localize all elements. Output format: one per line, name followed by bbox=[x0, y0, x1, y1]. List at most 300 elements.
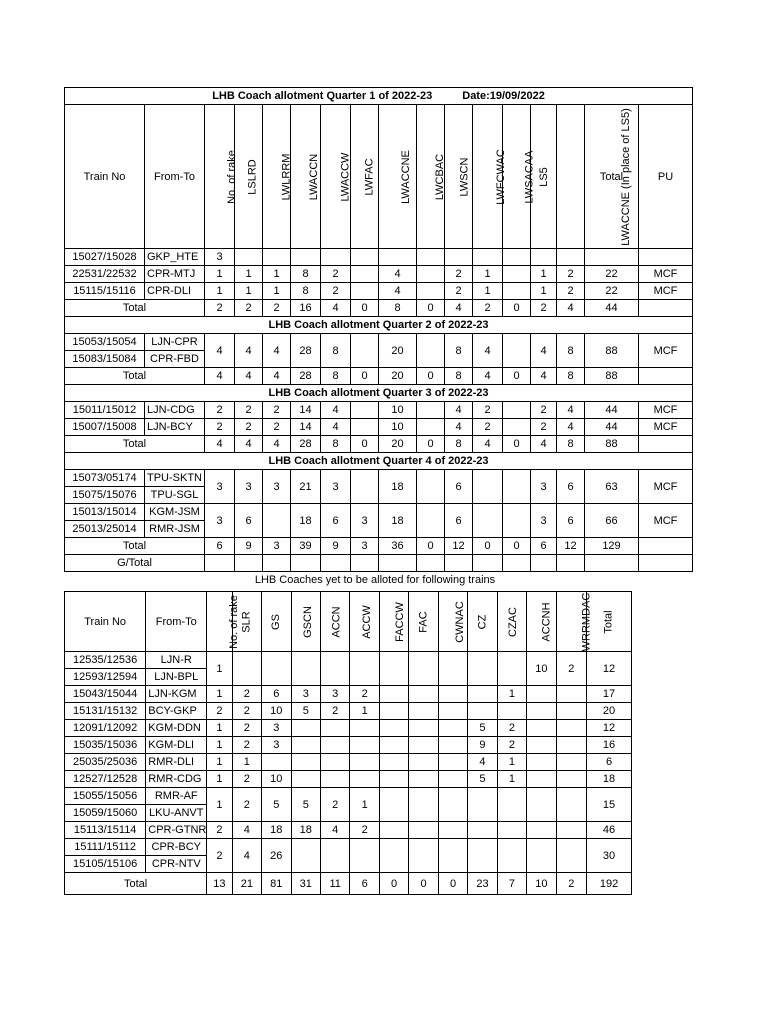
table-cell bbox=[320, 839, 349, 873]
train-no: 15073/05174 bbox=[65, 470, 145, 487]
table-cell bbox=[379, 788, 408, 822]
column-header-label: GSCN bbox=[301, 605, 314, 638]
total-cell: 4 bbox=[205, 436, 235, 453]
table-cell bbox=[556, 788, 586, 822]
table-cell bbox=[409, 652, 438, 686]
table-cell: MCF bbox=[639, 504, 693, 538]
table-cell: 18 bbox=[262, 822, 291, 839]
table-cell bbox=[468, 703, 497, 720]
from-to: LJN-BCY bbox=[145, 419, 205, 436]
table-cell bbox=[473, 470, 503, 504]
table-cell: 3 bbox=[205, 470, 235, 504]
table-cell bbox=[379, 686, 408, 703]
total-cell: 0 bbox=[417, 538, 445, 555]
table-cell bbox=[556, 737, 586, 754]
table-cell: 1 bbox=[473, 266, 503, 283]
table-cell bbox=[503, 266, 531, 283]
table-cell: 26 bbox=[262, 839, 291, 873]
column-header bbox=[473, 105, 507, 249]
train-no: 15059/15060 bbox=[65, 805, 146, 822]
table-cell bbox=[531, 555, 557, 572]
from-to: LKU-ANVT bbox=[146, 805, 207, 822]
table-cell bbox=[320, 754, 349, 771]
table-cell bbox=[409, 686, 438, 703]
table-cell: 2 bbox=[557, 266, 585, 283]
table-cell: 1 bbox=[531, 266, 557, 283]
from-to: TPU-SGL bbox=[145, 487, 205, 504]
total-cell: 16 bbox=[291, 300, 321, 317]
table-cell: 3 bbox=[262, 720, 291, 737]
table-cell bbox=[417, 402, 445, 419]
column-header: From-To bbox=[146, 592, 207, 652]
table-cell: 6 bbox=[235, 504, 263, 538]
total-cell: 2 bbox=[556, 873, 586, 895]
train-no: 12535/12536 bbox=[65, 652, 146, 669]
from-to: LJN-KGM bbox=[146, 686, 207, 703]
total-cell: 20 bbox=[379, 436, 417, 453]
table-cell: 2 bbox=[350, 822, 379, 839]
table-cell: 1 bbox=[207, 754, 232, 771]
total-cell: 0 bbox=[503, 538, 531, 555]
total-label: Total bbox=[65, 300, 205, 317]
table-cell: 2 bbox=[207, 839, 232, 873]
table-cell bbox=[438, 720, 467, 737]
table-title bbox=[65, 88, 693, 105]
table-cell: 3 bbox=[531, 504, 557, 538]
from-to: KGM-DDN bbox=[146, 720, 207, 737]
total-cell: 3 bbox=[263, 538, 291, 555]
table-cell bbox=[438, 703, 467, 720]
from-to: TPU-SKTN bbox=[145, 470, 205, 487]
column-header bbox=[468, 592, 497, 652]
column-header bbox=[205, 105, 238, 249]
table-cell: 1 bbox=[207, 788, 232, 822]
table-cell: 14 bbox=[291, 419, 321, 436]
table-cell: 30 bbox=[587, 839, 632, 873]
table-cell bbox=[291, 771, 320, 788]
table-cell bbox=[468, 822, 497, 839]
table-cell: 4 bbox=[473, 334, 503, 368]
table-cell bbox=[503, 283, 531, 300]
table-cell bbox=[556, 822, 586, 839]
table-cell: 4 bbox=[445, 402, 473, 419]
table-cell bbox=[417, 266, 445, 283]
column-header: From-To bbox=[145, 105, 205, 249]
train-no: 15083/15084 bbox=[65, 351, 145, 368]
table-row bbox=[65, 737, 632, 754]
from-to: CPR-MTJ bbox=[145, 266, 205, 283]
total-cell: 4 bbox=[235, 368, 263, 385]
table-cell bbox=[351, 419, 379, 436]
table-cell: 8 bbox=[557, 334, 585, 368]
table-cell: 1 bbox=[497, 771, 526, 788]
table-row bbox=[65, 822, 632, 839]
total-cell: 129 bbox=[585, 538, 639, 555]
total-cell: 88 bbox=[585, 368, 639, 385]
table-cell: 1 bbox=[207, 652, 232, 686]
table-cell bbox=[527, 839, 556, 873]
table-cell bbox=[527, 703, 556, 720]
total-cell: 0 bbox=[473, 538, 503, 555]
table-cell: 2 bbox=[263, 419, 291, 436]
table-cell bbox=[320, 771, 349, 788]
table-cell: 18 bbox=[291, 822, 320, 839]
table-cell bbox=[556, 720, 586, 737]
total-cell: 0 bbox=[417, 300, 445, 317]
table-cell bbox=[379, 822, 408, 839]
column-header-label: LWACCNE (In place of LS5) bbox=[619, 107, 632, 246]
table-cell bbox=[503, 334, 531, 368]
table-cell: 4 bbox=[557, 419, 585, 436]
total-cell: 10 bbox=[527, 873, 556, 895]
title-row bbox=[65, 88, 693, 105]
total-cell: 7 bbox=[497, 873, 526, 895]
table-cell: 12 bbox=[587, 720, 632, 737]
total-row bbox=[65, 300, 693, 317]
total-cell: 0 bbox=[351, 300, 379, 317]
column-header bbox=[587, 592, 632, 652]
train-no: 15115/15116 bbox=[65, 283, 145, 300]
table-cell: 3 bbox=[321, 470, 351, 504]
total-cell: 12 bbox=[557, 538, 585, 555]
column-header bbox=[262, 592, 291, 652]
total-cell: 0 bbox=[351, 436, 379, 453]
table-cell bbox=[556, 771, 586, 788]
table-cell: 6 bbox=[587, 754, 632, 771]
column-header-label: SLR bbox=[240, 610, 253, 633]
total-cell: 4 bbox=[263, 368, 291, 385]
column-header-label: No. of rake bbox=[225, 149, 238, 204]
total-cell: 4 bbox=[531, 368, 557, 385]
table-cell bbox=[468, 788, 497, 822]
from-to: LJN-BPL bbox=[146, 669, 207, 686]
table-cell: 44 bbox=[585, 402, 639, 419]
table-cell: 2 bbox=[232, 686, 261, 703]
table-row bbox=[65, 686, 632, 703]
table-cell: 6 bbox=[445, 504, 473, 538]
total-cell: 36 bbox=[379, 538, 417, 555]
table-cell bbox=[557, 249, 585, 266]
table-cell: 1 bbox=[263, 266, 291, 283]
table-cell bbox=[291, 652, 320, 686]
table-cell: MCF bbox=[639, 402, 693, 419]
total-cell bbox=[639, 368, 693, 385]
table-cell: MCF bbox=[639, 334, 693, 368]
table-row bbox=[65, 249, 693, 266]
grand-total-label: G/Total bbox=[65, 555, 205, 572]
table-cell: 1 bbox=[263, 283, 291, 300]
table-cell bbox=[379, 555, 417, 572]
table-cell: 22 bbox=[585, 283, 639, 300]
total-cell: 21 bbox=[232, 873, 261, 895]
table-cell bbox=[468, 839, 497, 873]
table-cell bbox=[417, 555, 445, 572]
table-cell: 8 bbox=[445, 334, 473, 368]
table-cell bbox=[409, 771, 438, 788]
table-cell bbox=[350, 652, 379, 686]
table-cell bbox=[409, 788, 438, 822]
table-cell bbox=[468, 652, 497, 686]
table-cell: 18 bbox=[379, 504, 417, 538]
table-row bbox=[65, 652, 632, 669]
table-cell: 3 bbox=[320, 686, 349, 703]
table-cell bbox=[320, 737, 349, 754]
column-header-label: CWNAC bbox=[453, 600, 466, 643]
table-cell: 2 bbox=[497, 737, 526, 754]
allotment-table bbox=[64, 87, 693, 572]
table-cell bbox=[468, 686, 497, 703]
total-cell: 2 bbox=[235, 300, 263, 317]
table-cell bbox=[557, 555, 585, 572]
table-cell: 2 bbox=[207, 822, 232, 839]
train-no: 15053/15054 bbox=[65, 334, 145, 351]
table-cell: 4 bbox=[232, 822, 261, 839]
table-cell: 4 bbox=[321, 419, 351, 436]
column-header-label: LWFAC bbox=[363, 157, 376, 196]
table-cell: 1 bbox=[497, 754, 526, 771]
table-cell: 2 bbox=[497, 720, 526, 737]
table-cell: 2 bbox=[473, 419, 503, 436]
table-cell bbox=[445, 249, 473, 266]
total-cell bbox=[639, 436, 693, 453]
from-to: RMR-CDG bbox=[146, 771, 207, 788]
table-cell: 1 bbox=[350, 788, 379, 822]
table-cell: 2 bbox=[232, 720, 261, 737]
table-row bbox=[65, 334, 693, 351]
column-header bbox=[263, 105, 291, 249]
table-cell: 6 bbox=[557, 470, 585, 504]
column-header bbox=[497, 592, 526, 652]
table-cell: 1 bbox=[235, 266, 263, 283]
table-row bbox=[65, 720, 632, 737]
table-cell: 2 bbox=[473, 402, 503, 419]
table-cell bbox=[263, 249, 291, 266]
total-cell: 0 bbox=[438, 873, 467, 895]
table-cell bbox=[531, 249, 557, 266]
column-header-label: LS5 bbox=[537, 166, 550, 187]
table-cell bbox=[639, 249, 693, 266]
table-cell bbox=[321, 555, 351, 572]
column-header bbox=[351, 105, 379, 249]
total-cell: 2 bbox=[263, 300, 291, 317]
table-cell bbox=[320, 720, 349, 737]
grand-total-row bbox=[65, 555, 693, 572]
table-cell bbox=[527, 720, 556, 737]
table-cell bbox=[291, 555, 321, 572]
total-cell: 0 bbox=[503, 300, 531, 317]
table-cell bbox=[379, 737, 408, 754]
table-cell: 1 bbox=[235, 283, 263, 300]
table-cell bbox=[497, 788, 526, 822]
table-cell: 2 bbox=[235, 419, 263, 436]
column-header-label: LWSACAA bbox=[523, 150, 536, 203]
column-header-label: CZ bbox=[476, 614, 489, 629]
total-cell: 0 bbox=[409, 873, 438, 895]
table-cell: 1 bbox=[497, 686, 526, 703]
total-label: Total bbox=[65, 538, 205, 555]
table-cell bbox=[351, 555, 379, 572]
total-cell: 28 bbox=[291, 368, 321, 385]
table-cell bbox=[263, 504, 291, 538]
table-cell bbox=[503, 402, 531, 419]
table-cell bbox=[351, 266, 379, 283]
from-to: RMR-DLI bbox=[146, 754, 207, 771]
table-cell: 2 bbox=[232, 737, 261, 754]
total-cell: 12 bbox=[445, 538, 473, 555]
table-cell bbox=[497, 652, 526, 686]
total-cell: 0 bbox=[417, 368, 445, 385]
table-cell bbox=[527, 686, 556, 703]
total-cell: 23 bbox=[468, 873, 497, 895]
table-cell: 4 bbox=[468, 754, 497, 771]
total-cell: 192 bbox=[587, 873, 632, 895]
total-cell bbox=[639, 538, 693, 555]
total-cell: 13 bbox=[207, 873, 232, 895]
train-no: 22531/22532 bbox=[65, 266, 145, 283]
train-no: 15027/15028 bbox=[65, 249, 145, 266]
table-cell: 5 bbox=[468, 720, 497, 737]
table-cell: 63 bbox=[585, 470, 639, 504]
table-cell bbox=[351, 402, 379, 419]
from-to: LJN-CDG bbox=[145, 402, 205, 419]
column-header: PU bbox=[639, 105, 693, 249]
total-label: Total bbox=[65, 368, 205, 385]
table-cell: 4 bbox=[205, 334, 235, 368]
header-row bbox=[65, 592, 632, 652]
table-cell bbox=[417, 334, 445, 368]
table-cell: 46 bbox=[587, 822, 632, 839]
table-cell bbox=[350, 720, 379, 737]
total-cell: 4 bbox=[321, 300, 351, 317]
train-no: 15111/15112 bbox=[65, 839, 146, 856]
table-cell bbox=[379, 720, 408, 737]
table-cell: 2 bbox=[556, 652, 586, 686]
table-cell: 2 bbox=[531, 402, 557, 419]
column-header-label: CZAC bbox=[506, 606, 519, 637]
from-to: CPR-FBD bbox=[145, 351, 205, 368]
from-to: RMR-AF bbox=[146, 788, 207, 805]
table-cell: 16 bbox=[587, 737, 632, 754]
table-cell bbox=[417, 470, 445, 504]
column-header-label: LWCBAC bbox=[434, 153, 447, 200]
train-no: 15035/15036 bbox=[65, 737, 146, 754]
table-cell: 4 bbox=[235, 334, 263, 368]
table-cell bbox=[438, 839, 467, 873]
column-header-label: FACCW bbox=[393, 601, 406, 642]
column-header-label: LWACCNE bbox=[399, 149, 412, 204]
table-cell bbox=[350, 754, 379, 771]
table-cell bbox=[497, 703, 526, 720]
column-header bbox=[320, 592, 349, 652]
table-cell bbox=[409, 822, 438, 839]
total-cell: 8 bbox=[379, 300, 417, 317]
total-cell: 8 bbox=[445, 368, 473, 385]
column-header bbox=[291, 105, 321, 249]
total-cell: 8 bbox=[557, 436, 585, 453]
table-cell bbox=[379, 754, 408, 771]
train-no: 12593/12594 bbox=[65, 669, 146, 686]
column-header-label: WRRMDAC bbox=[579, 592, 592, 651]
train-no: 15007/15008 bbox=[65, 419, 145, 436]
table-cell: 20 bbox=[587, 703, 632, 720]
table-cell: 3 bbox=[205, 504, 235, 538]
column-header-label: LSLRD bbox=[246, 158, 259, 195]
total-row bbox=[65, 436, 693, 453]
table-cell: 2 bbox=[205, 402, 235, 419]
section-title: LHB Coach allotment Quarter 4 of 2022-23 bbox=[65, 453, 693, 470]
from-to: GKP_HTE bbox=[145, 249, 205, 266]
table-cell bbox=[503, 249, 531, 266]
table-cell bbox=[379, 771, 408, 788]
column-header bbox=[235, 105, 263, 249]
table-cell bbox=[639, 555, 693, 572]
column-header bbox=[438, 592, 467, 652]
total-cell: 6 bbox=[531, 538, 557, 555]
table-cell bbox=[379, 703, 408, 720]
table-cell bbox=[379, 249, 417, 266]
table-cell bbox=[556, 839, 586, 873]
from-to: CPR-NTV bbox=[146, 856, 207, 873]
table-cell: 1 bbox=[531, 283, 557, 300]
column-header-label: ACCNH bbox=[540, 601, 553, 642]
table-cell bbox=[503, 419, 531, 436]
table-cell bbox=[262, 652, 291, 686]
table-cell bbox=[321, 249, 351, 266]
table-row bbox=[65, 470, 693, 487]
table-cell: 18 bbox=[379, 470, 417, 504]
table-cell: 1 bbox=[205, 283, 235, 300]
table-cell: 12 bbox=[587, 652, 632, 686]
column-header-label: FAC bbox=[417, 610, 430, 633]
from-to: RMR-JSM bbox=[145, 521, 205, 538]
total-cell bbox=[639, 300, 693, 317]
section-title: LHB Coach allotment Quarter 2 of 2022-23 bbox=[65, 317, 693, 334]
column-header bbox=[409, 592, 438, 652]
total-cell: 81 bbox=[262, 873, 291, 895]
table-cell: MCF bbox=[639, 266, 693, 283]
table-cell bbox=[417, 419, 445, 436]
table-cell: 66 bbox=[585, 504, 639, 538]
total-cell: 4 bbox=[557, 300, 585, 317]
table-cell bbox=[438, 686, 467, 703]
table-cell bbox=[350, 839, 379, 873]
total-cell: 6 bbox=[205, 538, 235, 555]
table-cell bbox=[438, 771, 467, 788]
table-cell: 4 bbox=[445, 419, 473, 436]
table-cell bbox=[503, 470, 531, 504]
table-cell bbox=[585, 555, 639, 572]
table-cell: 2 bbox=[320, 788, 349, 822]
from-to: CPR-DLI bbox=[145, 283, 205, 300]
table-cell: 4 bbox=[379, 283, 417, 300]
from-to: LJN-CPR bbox=[145, 334, 205, 351]
table-cell: 2 bbox=[232, 788, 261, 822]
table-cell: 2 bbox=[350, 686, 379, 703]
total-cell: 3 bbox=[351, 538, 379, 555]
column-header-label: LWFCWAC bbox=[494, 148, 507, 205]
table-row bbox=[65, 703, 632, 720]
table-cell: 8 bbox=[291, 266, 321, 283]
column-header bbox=[556, 592, 592, 652]
table-cell: 3 bbox=[263, 470, 291, 504]
table-cell: 14 bbox=[291, 402, 321, 419]
from-to: CPR-GTNR bbox=[146, 822, 207, 839]
table-cell: 1 bbox=[207, 686, 232, 703]
table-cell bbox=[379, 839, 408, 873]
table-cell: 28 bbox=[291, 334, 321, 368]
table-cell: 4 bbox=[320, 822, 349, 839]
column-header: Train No bbox=[65, 592, 146, 652]
